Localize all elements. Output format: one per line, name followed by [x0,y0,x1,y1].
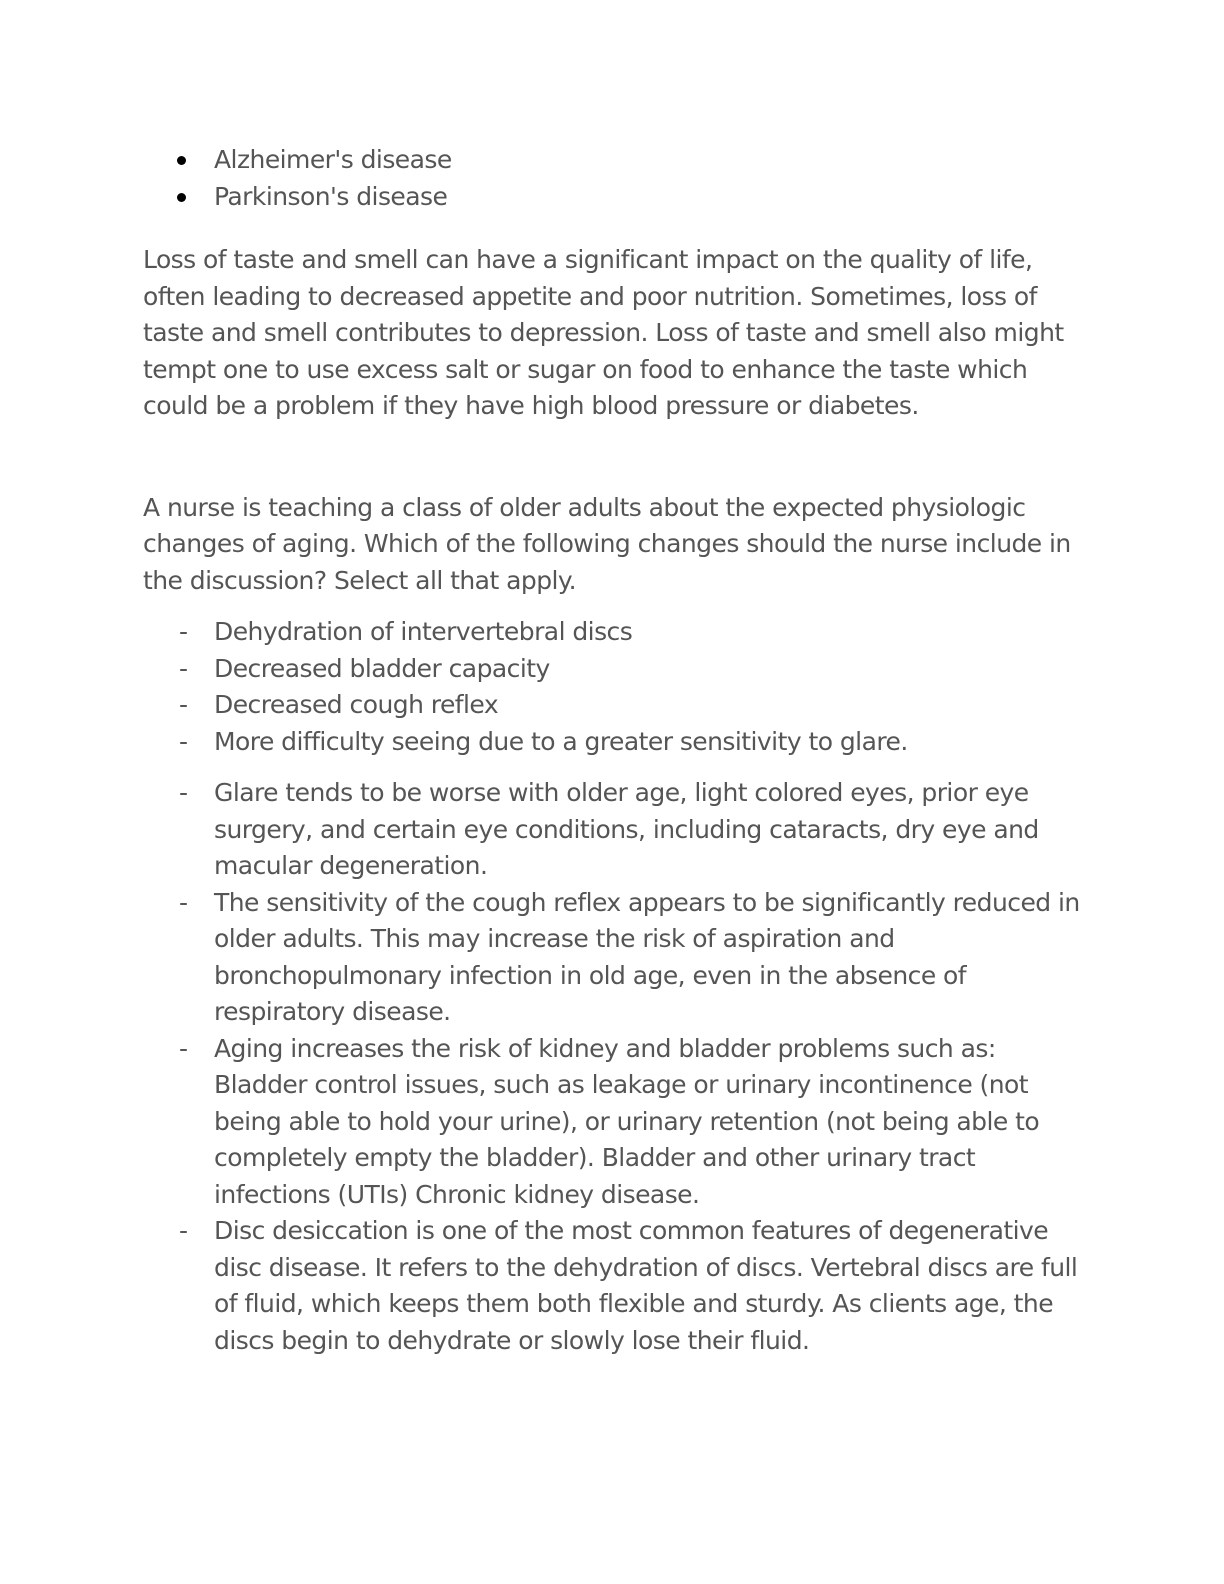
dash-marker: - [179,778,188,807]
explanation-item [143,775,1083,885]
dash-marker: - [179,617,188,646]
question-paragraph: A nurse is teaching a class of older adults about the expected physiologic changes of aging. Which of the following changes should the nurse include in the discussion? Select all that apply. [143,492,1071,595]
explanation-item [143,1031,1083,1214]
explanation-text: Disc desiccation is one of the most common features of degenerative disc disease. It refers to the dehydration of discs. Vertebral discs are full of fluid, which keeps them both flexible and sturdy. As clients age, the discs begin to dehydrate or slowly lose their fluid. [214,1216,1078,1355]
dash-marker: - [179,1216,188,1245]
answer-option-text: More difficulty seeing due to a greater sensitivity to glare. [214,726,908,756]
dash-marker: - [179,1033,188,1063]
explanations-list [143,775,1083,1359]
explanation-item [143,885,1083,1031]
taste-smell-paragraph: Loss of taste and smell can have a significant impact on the quality of life, often leading to decreased appetite and poor nutrition. Sometimes, loss of taste and smell contributes to depression. Loss of taste and smell also might tempt one to use excess salt or sugar on food to enhance the taste which could be a problem if they have high blood pressure or diabetes. [143,245,1064,420]
list-item [143,179,1083,216]
answer-option-text: Decreased cough reflex [214,690,499,719]
answer-options-list [143,614,1083,760]
dash-marker: - [179,887,188,917]
bullet-icon [177,156,186,165]
list-item-text: Alzheimer's disease [214,145,452,174]
dash-marker: - [179,690,188,719]
list-item [143,142,1083,179]
list-item-text: Parkinson's disease [214,181,448,211]
document-page [143,142,1083,1359]
answer-option [143,651,1083,688]
explanation-item [143,1213,1083,1359]
answer-option [143,687,1083,724]
answer-option [143,724,1083,761]
explanation-text: Aging increases the risk of kidney and bladder problems such as: Bladder control issues, such as leakage or urinary incontinence (not being able to hold your urine), or urinary retention (not being able to completely empty the bladder). Bladder and other urinary tract infections (UTIs) Chronic kidney disease. [214,1033,1040,1209]
bullet-icon [177,193,186,202]
disease-list [143,142,1083,215]
answer-option-text: Dehydration of intervertebral discs [214,617,633,646]
answer-option-text: Decreased bladder capacity [214,653,550,683]
answer-option [143,614,1083,651]
explanation-text: Glare tends to be worse with older age, light colored eyes, prior eye surgery, and certain eye conditions, including cataracts, dry eye and macular degeneration. [214,778,1039,880]
dash-marker: - [179,653,188,683]
explanation-text: The sensitivity of the cough reflex appears to be significantly reduced in older adults. This may increase the risk of aspiration and bronchopulmonary infection in old age, even in the absence of respiratory disease. [214,887,1080,1026]
dash-marker: - [179,726,188,756]
